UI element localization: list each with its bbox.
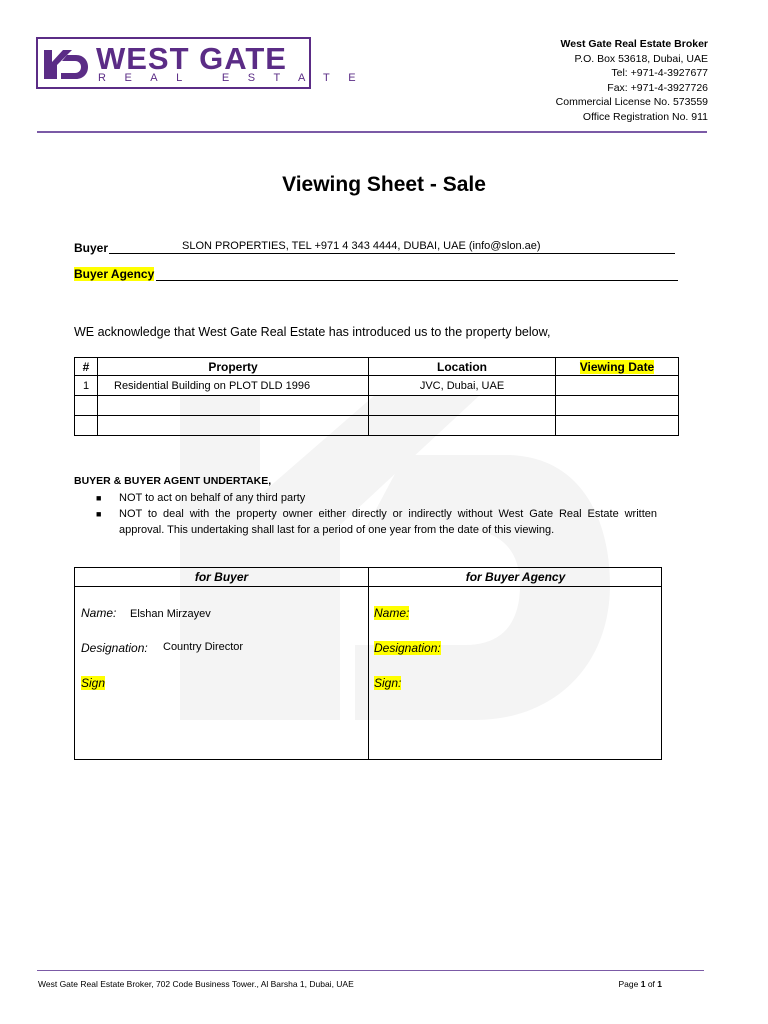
company-logo <box>36 37 375 89</box>
buyer-underline <box>109 253 675 254</box>
agency-name-label: Name: <box>374 606 410 620</box>
footer-divider <box>37 970 704 971</box>
buyer-designation-value: Country Director <box>163 641 244 653</box>
cell-viewing-date <box>556 396 679 416</box>
company-address: P.O. Box 53618, Dubai, UAE <box>574 52 708 65</box>
header-number: # <box>75 358 98 376</box>
undertaking-list <box>74 490 657 538</box>
bullet-icon: ■ <box>96 493 102 503</box>
cell-number: 1 <box>75 376 98 396</box>
company-info <box>556 37 708 125</box>
cell-location <box>369 416 556 436</box>
buyer-sign-label: Sign <box>81 676 106 690</box>
company-license: Commercial License No. 573559 <box>555 96 708 109</box>
buyer-label: Buyer <box>74 241 109 255</box>
undertaking-title: BUYER & BUYER AGENT UNDERTAKE, <box>74 475 272 487</box>
header-viewing-date: Viewing Date <box>556 358 679 376</box>
agency-sign-label: Sign: <box>374 676 402 690</box>
property-table <box>74 357 679 436</box>
agency-signature-header: for Buyer Agency <box>465 570 566 584</box>
acknowledgement-text: WE acknowledge that West Gate Real Estate has introduced us to the property below, <box>74 325 551 339</box>
buyer-designation-label: Designation: <box>81 641 148 655</box>
page-number: Page 1 of 1 <box>618 979 662 989</box>
footer-address: West Gate Real Estate Broker, 702 Code Business Tower., Al Barsha 1, Dubai, UAE <box>38 979 354 989</box>
cell-number <box>75 416 98 436</box>
table-header-row <box>75 358 679 376</box>
company-fax: Fax: +971-4-3927726 <box>607 81 708 94</box>
wg-monogram-icon <box>43 46 89 82</box>
page-title: Viewing Sheet - Sale <box>282 173 486 196</box>
buyer-signature-header: for Buyer <box>194 570 249 584</box>
company-registration: Office Registration No. 911 <box>582 110 708 123</box>
table-row <box>75 396 679 416</box>
cell-viewing-date <box>556 376 679 396</box>
buyer-name-value: Elshan Mirzayev <box>130 608 211 620</box>
company-name: West Gate Real Estate Broker <box>560 38 708 50</box>
header-location: Location <box>369 358 556 376</box>
header-property: Property <box>98 358 369 376</box>
company-tel: Tel: +971-4-3927677 <box>611 67 708 80</box>
list-item: ■ NOT to deal with the property owner either directly or indirectly without West Gate Real Estate written approval. This undertaking shall last for a period of one year from the date of this viewing. <box>96 508 657 536</box>
signature-box <box>74 567 662 760</box>
cell-property <box>98 416 369 436</box>
agency-designation-label: Designation: <box>374 641 441 655</box>
cell-location: JVC, Dubai, UAE <box>369 376 556 396</box>
logo-brand-sub: REAL ESTATE <box>98 72 375 84</box>
cell-location <box>369 396 556 416</box>
cell-property: Residential Building on PLOT DLD 1996 <box>98 376 369 396</box>
buyer-value: SLON PROPERTIES, TEL +971 4 343 4444, DUBAI, UAE (info@slon.ae) <box>182 240 541 252</box>
cell-number <box>75 396 98 416</box>
bullet-icon: ■ <box>96 509 102 519</box>
signature-header-line <box>75 586 661 587</box>
buyer-agency-label: Buyer Agency <box>74 267 155 281</box>
header-divider <box>37 131 707 133</box>
buyer-name-label: Name: <box>81 606 117 620</box>
logo-brand-name: WEST GATE <box>96 41 287 76</box>
table-row <box>75 376 679 396</box>
list-item: ■ NOT to act on behalf of any third party <box>96 492 306 504</box>
cell-property <box>98 396 369 416</box>
cell-viewing-date <box>556 416 679 436</box>
buyer-agency-underline <box>156 280 678 281</box>
signature-divider <box>368 568 369 759</box>
table-row <box>75 416 679 436</box>
